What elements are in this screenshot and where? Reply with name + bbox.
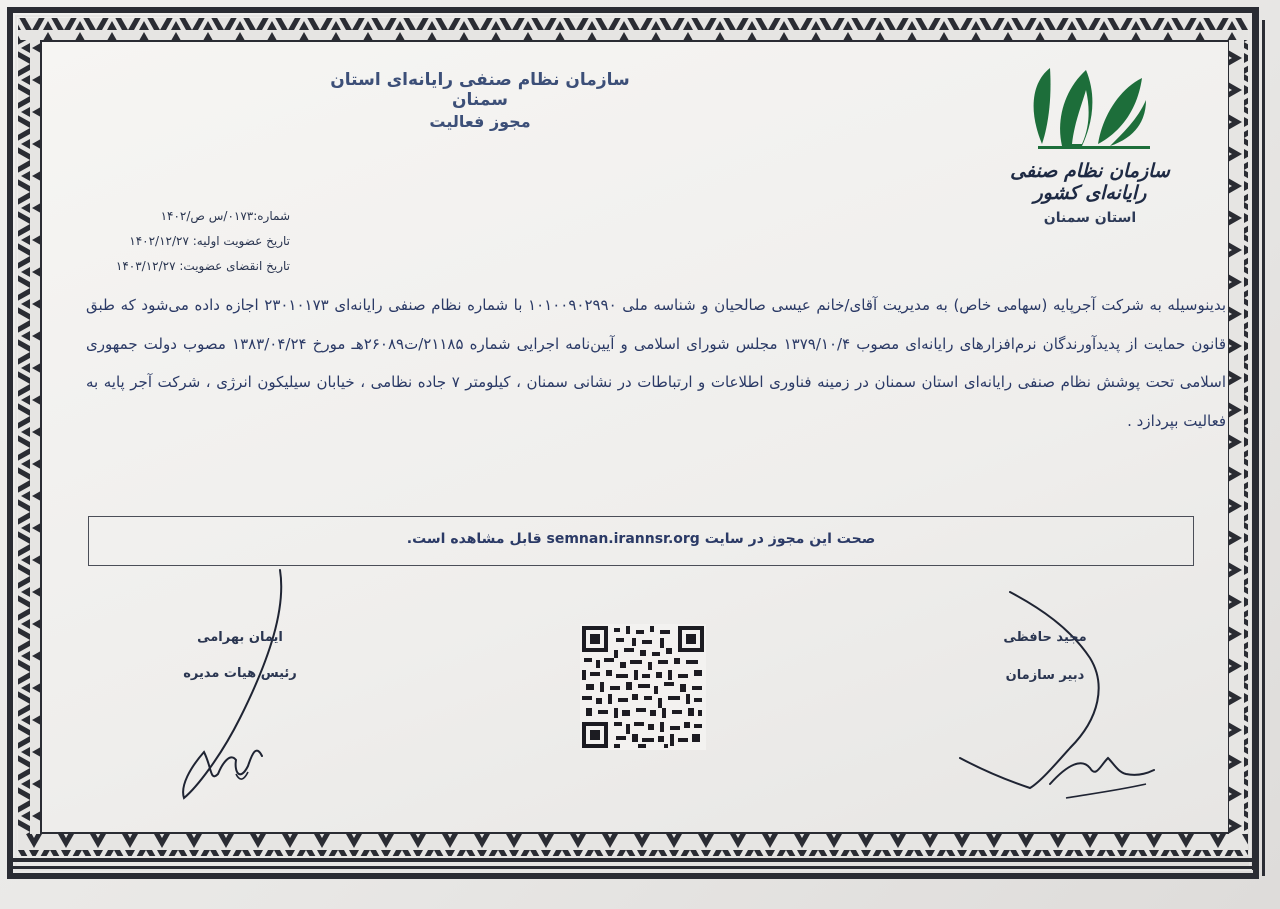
verification-box: [88, 516, 1194, 566]
chairman-name: ایمان بهرامی: [197, 630, 283, 645]
certificate-title: مجوز فعالیت: [429, 112, 531, 131]
chairman-role: رئیس هیات مدیره: [183, 666, 297, 681]
organization-title: سازمان نظام صنفی رایانه‌ای استان سمنان: [330, 70, 630, 110]
membership-end-date: تاریخ انقضای عضویت: ۱۴۰۳/۱۲/۲۷: [115, 259, 290, 273]
logo-province: استان سمنان: [1043, 210, 1137, 226]
secretary-signature: [950, 588, 1160, 806]
verification-prefix: صحت این مجوز در سایت: [704, 531, 876, 547]
certificate-number: شماره:۰۱۷۳/س ص/۱۴۰۲: [160, 209, 290, 223]
certificate-meta: [60, 204, 290, 279]
verification-text: [89, 531, 1193, 547]
chairman-signature: [170, 568, 300, 804]
secretary-role: دبیر سازمان: [1005, 668, 1085, 683]
verification-site-link[interactable]: semnan.irannsr.org: [546, 531, 700, 547]
certificate-body: بدینوسیله به شرکت آجرپایه (سهامی خاص) به مدیریت آقای/خانم عیسی صالحیان و شناسه ملی ۱۰۱۰۰۹۰۲۹۹۰ با شماره نظام صنفی رایانه‌ای ۲۳۰۱۰۱۷۳ اجازه داده می‌شود که طبق قانون حمایت از پدیدآورندگان نرم‌افزارهای رایانه‌ای مصوب ۱۳۷۹/۱۰/۴ مجلس شورای اسلامی و آیین‌نامه اجرایی شماره ۲۱۱۸۵/ت۲۶۰۸۹هـ مورخ ۱۳۸۳/۰۴/۲۴ مصوب دولت جمهوری اسلامی تحت پوشش نظام صنفی رایانه‌ای استان سمنان در زمینه فناوری اطلاعات و ارتباطات در نشانی سمنان ، کیلومتر ۷ جاده نظامی ، خیابان سیلیکون انرژی ، شرکت آجر پایه به فعالیت بپردازد .: [86, 296, 1226, 430]
verification-suffix: قابل مشاهده است.: [406, 531, 542, 547]
logo-organization-name: سازمان نظام صنفی رایانه‌ای کشور: [1010, 160, 1170, 204]
tulip-leaves-icon: [1002, 60, 1178, 156]
organization-logo: [1002, 60, 1202, 240]
qr-code: [580, 624, 706, 750]
membership-start-date: تاریخ عضویت اولیه: ۱۴۰۲/۱۲/۲۷: [129, 234, 290, 248]
secretary-name: مجید حافظی: [1003, 630, 1087, 645]
